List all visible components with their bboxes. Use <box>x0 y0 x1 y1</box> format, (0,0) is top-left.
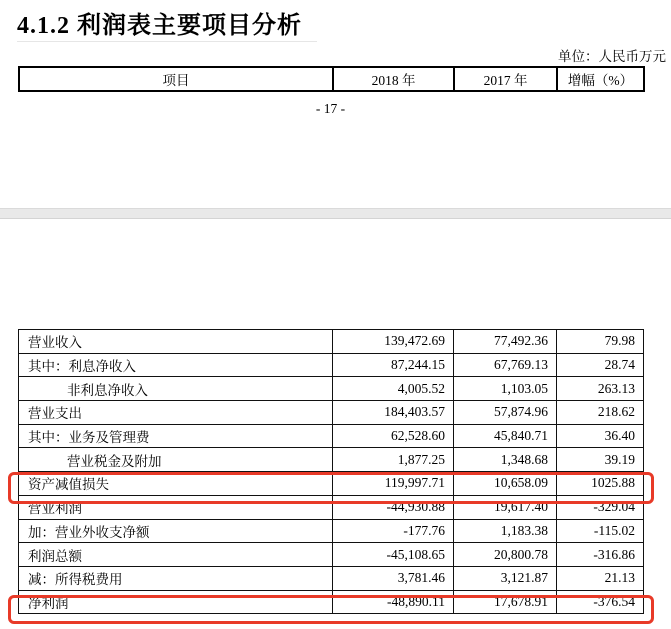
item-cell: 营业利润 <box>19 495 333 519</box>
table-row <box>19 519 644 543</box>
section-title: 4.1.2 利润表主要项目分析 <box>17 13 302 39</box>
growth-cell: 263.13 <box>557 377 644 401</box>
value-2018-cell: 119,997.71 <box>333 472 454 496</box>
value-2017-cell: 17,678.91 <box>454 590 557 614</box>
item-cell: 其中：业务及管理费 <box>19 424 333 448</box>
item-cell: 营业税金及附加 <box>19 448 333 472</box>
value-2018-cell: -177.76 <box>333 519 454 543</box>
value-2018-cell: -44,930.88 <box>333 495 454 519</box>
value-2017-cell: 1,103.05 <box>454 377 557 401</box>
value-2018-cell: 62,528.60 <box>333 424 454 448</box>
value-2018-cell: 87,244.15 <box>333 353 454 377</box>
header-2017-column: 2017 年 <box>454 67 557 91</box>
table-row <box>19 353 644 377</box>
growth-cell: 28.74 <box>557 353 644 377</box>
value-2017-cell: 45,840.71 <box>454 424 557 448</box>
value-2017-cell: 67,769.13 <box>454 353 557 377</box>
table-row <box>19 590 644 614</box>
item-cell: 净利润 <box>19 590 333 614</box>
growth-cell: -329.04 <box>557 495 644 519</box>
header-row <box>19 67 644 91</box>
growth-cell: 39.19 <box>557 448 644 472</box>
value-2018-cell: 3,781.46 <box>333 566 454 590</box>
table-row <box>19 330 644 354</box>
growth-cell: -376.54 <box>557 590 644 614</box>
table-row <box>19 472 644 496</box>
value-2018-cell: 1,877.25 <box>333 448 454 472</box>
growth-cell: 36.40 <box>557 424 644 448</box>
growth-cell: 1025.88 <box>557 472 644 496</box>
value-2017-cell: 20,800.78 <box>454 543 557 567</box>
item-cell: 营业收入 <box>19 330 333 354</box>
item-cell: 利润总额 <box>19 543 333 567</box>
growth-cell: 218.62 <box>557 401 644 425</box>
value-2018-cell: -45,108.65 <box>333 543 454 567</box>
value-2017-cell: 77,492.36 <box>454 330 557 354</box>
table-row <box>19 377 644 401</box>
page-break-separator <box>0 208 671 219</box>
value-2017-cell: 57,874.96 <box>454 401 557 425</box>
value-2017-cell: 1,183.38 <box>454 519 557 543</box>
value-2018-cell: -48,890.11 <box>333 590 454 614</box>
item-cell: 资产减值损失 <box>19 472 333 496</box>
profit-table <box>18 329 644 614</box>
value-2017-cell: 10,658.09 <box>454 472 557 496</box>
value-2018-cell: 184,403.57 <box>333 401 454 425</box>
item-cell: 非利息净收入 <box>19 377 333 401</box>
growth-cell: 21.13 <box>557 566 644 590</box>
table-row <box>19 566 644 590</box>
header-item-column: 项目 <box>19 67 333 91</box>
table-row <box>19 495 644 519</box>
profit-table-body <box>19 330 644 614</box>
value-2017-cell: 1,348.68 <box>454 448 557 472</box>
value-2018-cell: 139,472.69 <box>333 330 454 354</box>
table-row <box>19 448 644 472</box>
title-underline <box>17 41 317 42</box>
header-growth-column: 增幅（%） <box>557 67 644 91</box>
table-row <box>19 543 644 567</box>
growth-cell: -115.02 <box>557 519 644 543</box>
value-2018-cell: 4,005.52 <box>333 377 454 401</box>
table-header <box>18 66 645 92</box>
table-row <box>19 401 644 425</box>
value-2017-cell: 19,617.40 <box>454 495 557 519</box>
growth-cell: -316.86 <box>557 543 644 567</box>
item-cell: 减：所得税费用 <box>19 566 333 590</box>
item-cell: 加：营业外收支净额 <box>19 519 333 543</box>
table-row <box>19 424 644 448</box>
item-cell: 营业支出 <box>19 401 333 425</box>
item-cell: 其中：利息净收入 <box>19 353 333 377</box>
page-number: - 17 - <box>315 101 346 116</box>
unit-label: 单位：人民币万元 <box>558 49 666 64</box>
header-2018-column: 2018 年 <box>333 67 454 91</box>
value-2017-cell: 3,121.87 <box>454 566 557 590</box>
growth-cell: 79.98 <box>557 330 644 354</box>
